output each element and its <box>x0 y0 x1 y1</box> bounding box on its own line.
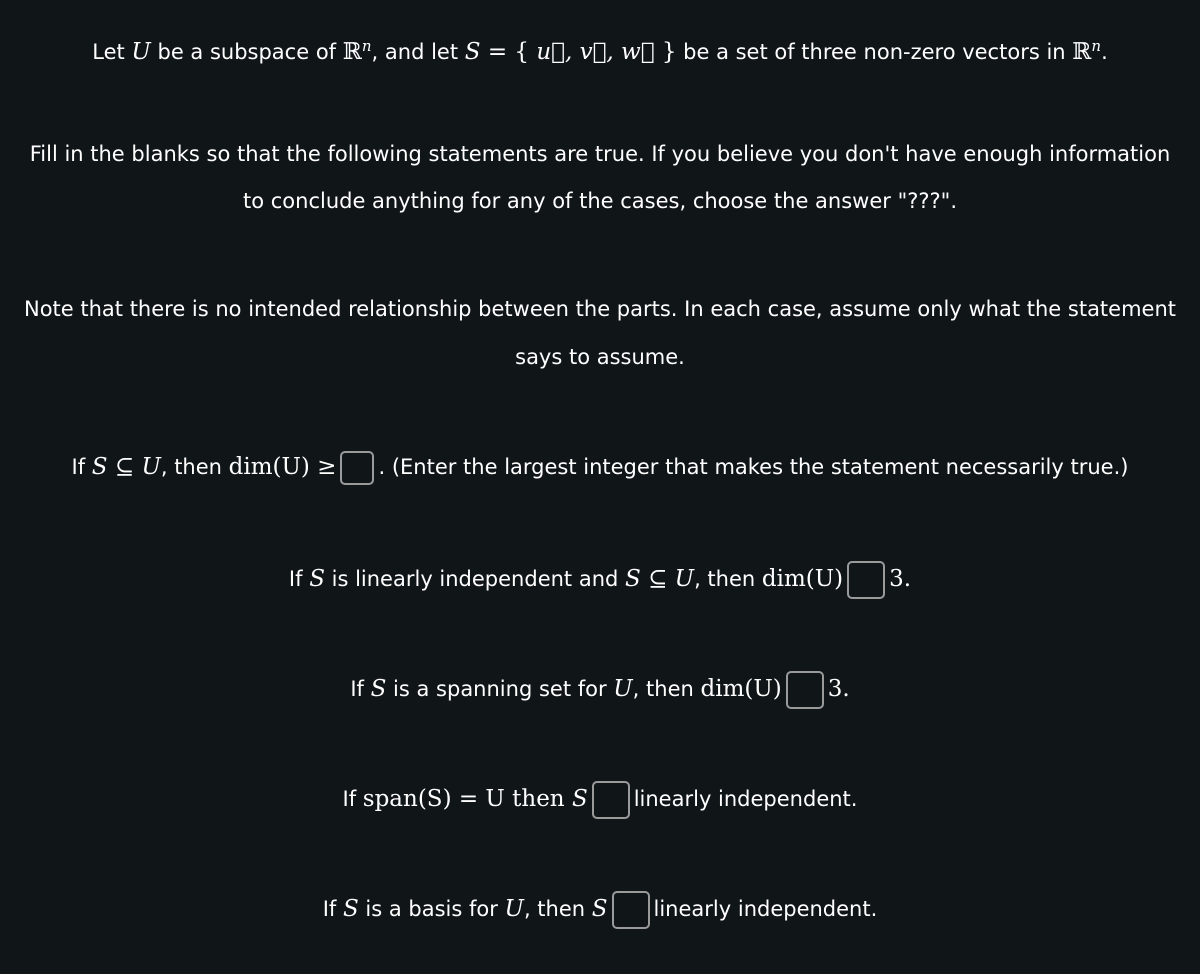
statement-text: . (Enter the largest integer that makes the statement necessarily true.) <box>378 455 1129 479</box>
intro-statement <box>0 32 1200 66</box>
dim-expression: dim(U) <box>761 566 844 592</box>
answer-blank-5[interactable] <box>612 891 650 929</box>
subspace-symbol: U <box>504 896 524 922</box>
statement-text: linearly independent. <box>633 787 858 811</box>
answer-blank-3[interactable] <box>786 671 824 709</box>
equals-brace: = { <box>480 39 537 65</box>
set-symbol: S <box>591 896 608 922</box>
set-symbol: S <box>342 896 359 922</box>
statement-text: is a spanning set for <box>386 677 614 701</box>
comparison-value: 3. <box>827 676 850 702</box>
subspace-symbol: U <box>613 676 633 702</box>
statement-text: If <box>322 897 343 921</box>
real-space-symbol: ℝ <box>342 39 362 65</box>
statement-text: , then <box>523 897 592 921</box>
statement-text: If <box>288 567 310 591</box>
note-line-2: says to assume. <box>515 345 685 369</box>
span-expression: span(S) = U <box>362 786 505 812</box>
statement-3 <box>0 671 1200 709</box>
statement-text: If <box>342 787 363 811</box>
subspace-symbol: U <box>131 39 151 65</box>
statement-text: If <box>71 455 92 479</box>
statement-text: is a basis for <box>358 897 505 921</box>
set-symbol: S <box>571 786 588 812</box>
statement-5 <box>0 891 1200 929</box>
note-line-1: Note that there is no intended relationship between the parts. In each case, assume only what the statement <box>23 297 1177 321</box>
subset-expression: S ⊆ U <box>91 454 161 480</box>
set-symbol: S <box>464 39 481 65</box>
intro-text: , and let <box>371 40 465 64</box>
statement-text: , then <box>694 567 762 591</box>
intro-text: Let <box>92 40 132 64</box>
vector-list: u⃗, v⃗, w⃗ <box>536 39 655 65</box>
answer-blank-2[interactable] <box>847 561 885 599</box>
intro-text: be a set of three non-zero vectors in <box>676 40 1073 64</box>
dim-expression: dim(U) <box>700 676 782 702</box>
statement-2 <box>0 561 1200 599</box>
dim-expression: dim(U) ≥ <box>228 454 337 480</box>
statement-1 <box>0 451 1200 485</box>
comparison-value: 3. <box>889 566 912 592</box>
statement-text: If <box>350 677 371 701</box>
statement-text: is linearly independent and <box>324 567 626 591</box>
answer-blank-1[interactable] <box>340 451 374 485</box>
dimension-exponent: n <box>361 37 372 55</box>
statement-text: linearly independent. <box>653 897 878 921</box>
statement-text: , then <box>160 455 229 479</box>
statement-4 <box>0 781 1200 819</box>
statement-text: , then <box>632 677 701 701</box>
set-symbol: S <box>370 676 387 702</box>
subset-expression: S ⊆ U <box>625 566 695 592</box>
dimension-exponent: n <box>1091 37 1102 55</box>
real-space-symbol: ℝ <box>1072 39 1092 65</box>
answer-blank-4[interactable] <box>592 781 630 819</box>
statement-text: then <box>504 786 572 812</box>
set-symbol: S <box>309 566 325 592</box>
close-brace: } <box>654 39 677 65</box>
intro-text: . <box>1101 40 1108 64</box>
intro-text: be a subspace of <box>150 40 343 64</box>
instructions-line-1: Fill in the blanks so that the following statements are true. If you believe you don't have enough information <box>29 142 1171 166</box>
instructions-line-2: to conclude anything for any of the cases, choose the answer "???". <box>242 189 957 213</box>
